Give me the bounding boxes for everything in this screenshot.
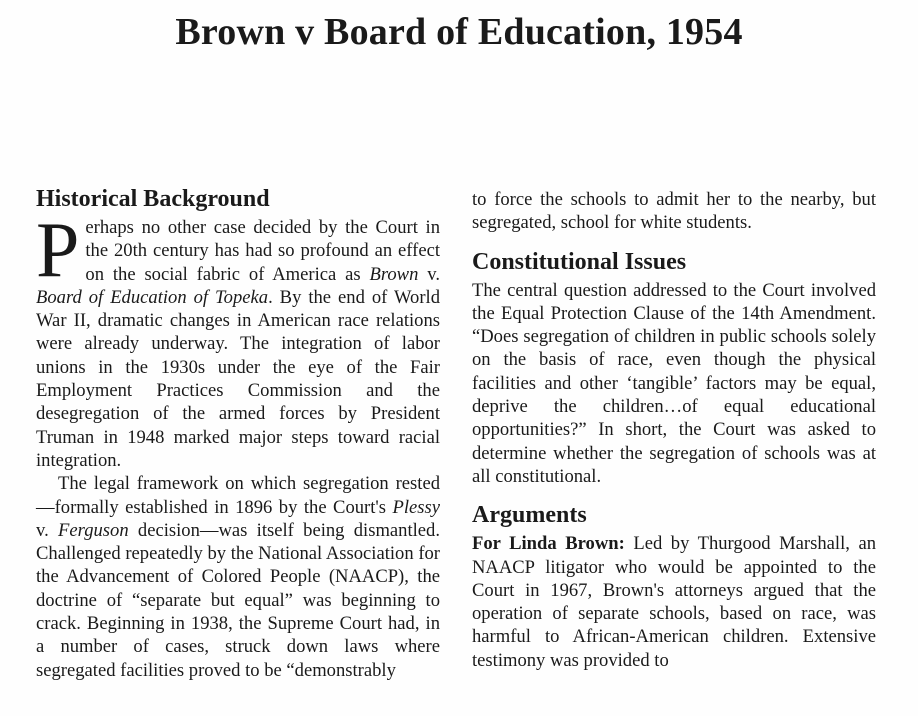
drop-cap: P [36,206,80,293]
p2-text-a: The legal framework on which segregation rested—formally established in 1896 by the Court's [36,473,440,518]
issues-paragraph: The central question addressed to the Court involved the Equal Protection Clause of the 14th Amendment. “Does segregation of children in public schools solely on the basis of race, even though the physical facilities and other ‘tangible’ factors may be equal, deprive the children…of equal educational opportunities?” In short, the Court was asked to determine whether the segregation of schools was at all constitutional. [472,279,876,487]
section-heading-constitutional-issues: Constitutional Issues [472,248,687,275]
arguments-text: Led by Thurgood Marshall, an NAACP litigator who would be appointed to the Court in 1967, Brown's attorneys argued that the operation of separate schools, based on race, was harmful to African-American children. Extensive testimony was provided to [472,533,876,671]
continued-paragraph: to force the schools to admit her to the nearby, but segregated, school for white students. [472,189,876,234]
arguments-lead: For Linda Brown: [472,533,625,555]
page-title: Brown v Board of Education, 1954 [175,11,743,53]
right-column [472,188,876,672]
p2-text-b: decision—was itself being dismantled. Challenged repeatedly by the National Association for the Advancement of Colored People (NAACP), the doctrine of “separate but equal” was beginning to crack. Beginning in 1938, the Supreme Court had, in a number of cases, struck down laws where segregated facilities proved to be “demonstrably [36,519,440,681]
p1-text-b: . By the end of World War II, dramatic changes in American race relations were already underway. The integration of labor unions in the 1930s under the eye of the Fair Employment Practices Commission and the desegregation of the armed forces by President Truman in 1948 marked major steps toward racial integration. [36,286,440,471]
arguments-paragraph [472,532,876,672]
left-column [36,184,440,682]
paragraph-1 [36,206,440,472]
p1-text-a: erhaps no other case decided by the Court in the 20th century has had so profound an effect on the social fabric of America as [85,217,440,285]
section-heading-historical-background: Historical Background [36,186,270,212]
p2-v: v. [36,519,59,541]
case-name-board: Board of Education of Topeka [36,286,269,308]
p1-v: v. [418,263,440,285]
case-name-brown: Brown [369,263,419,285]
case-name-plessy: Plessy [392,496,440,518]
paragraph-2 [36,472,440,682]
case-name-ferguson: Ferguson [58,519,129,541]
section-heading-arguments: Arguments [472,502,587,529]
